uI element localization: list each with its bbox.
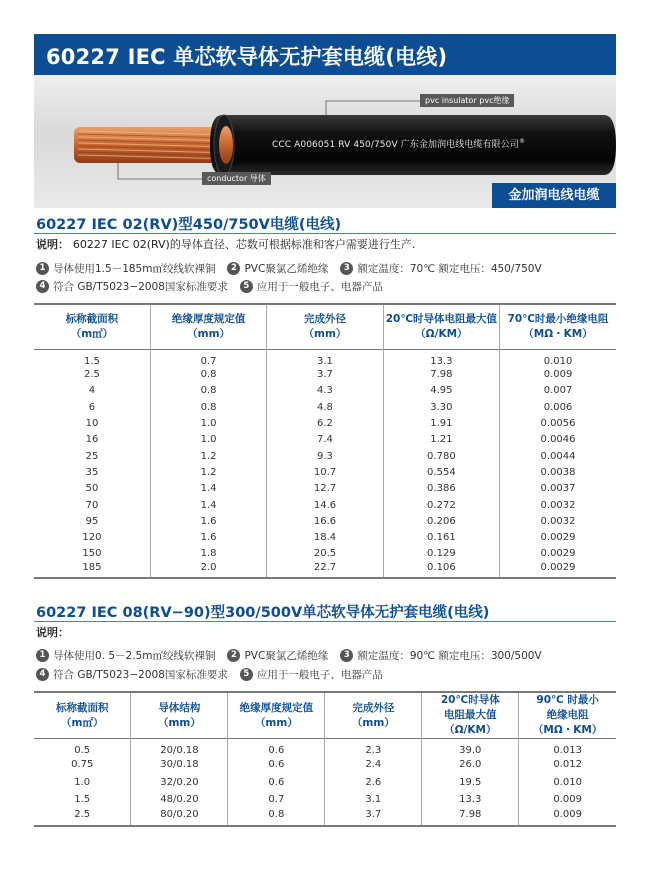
section2-feature-2: PVC聚氯乙烯绝缘 <box>244 650 329 662</box>
section1-features-row1 <box>36 261 554 276</box>
table-cell: 0.0032 <box>540 499 576 511</box>
section1-divider <box>34 233 616 234</box>
table-row <box>34 513 616 529</box>
table-cell: 6 <box>34 399 150 415</box>
header-cell: 标称截面积 （m㎡） <box>34 692 131 739</box>
table-cell: 4.8 <box>267 399 383 415</box>
number-badge-3: 3 <box>340 649 353 662</box>
header-cell: 标称截面积 （m㎡） <box>34 304 150 349</box>
table-cell: 10 <box>34 415 150 431</box>
table-cell: 0.0029 <box>540 532 576 544</box>
header-cell: 完成外径 （mm） <box>325 692 422 739</box>
section1-feature-1: 导体使用1.5－185m㎡绞线软裸铜 <box>53 263 216 275</box>
number-badge-5: 5 <box>240 280 253 293</box>
table-cell: 0.0046 <box>540 434 576 446</box>
table-row <box>34 546 616 562</box>
section1-feature-2: PVC聚氯乙烯绝缘 <box>244 263 329 275</box>
table-cell: 0.129 <box>383 546 499 562</box>
table-cell: 0.010 <box>543 355 573 367</box>
table-cell: 0.009 <box>553 809 582 821</box>
table-cell: 1.4 <box>150 497 266 513</box>
section1-spec-table <box>34 303 616 579</box>
table-cell: 0.009 <box>543 369 573 381</box>
table-cell: 18.4 <box>267 529 383 545</box>
table-cell: 0.6 <box>228 756 325 774</box>
table-cell: 0.012 <box>553 759 582 771</box>
section1-feature-3: 额定温度：70℃ 额定电压：450/750V <box>357 263 542 275</box>
insulator-label: pvc insulator pvc绝缘 <box>420 94 514 107</box>
table-cell: 6.2 <box>267 415 383 431</box>
table-cell: 0.0056 <box>540 418 576 430</box>
registered-mark: ® <box>518 138 526 145</box>
table-cell: 3.1 <box>325 791 422 809</box>
section1-feature-5: 应用于一般电子、电器产品 <box>256 281 383 293</box>
number-badge-2: 2 <box>227 262 240 275</box>
cable-print-main: CCC A006051 RV 450/750V 广东金加润电线电缆有限公司 <box>272 140 519 150</box>
table-row <box>34 399 616 415</box>
table-cell: 3.1 <box>267 349 383 367</box>
table-cell: 4.95 <box>383 383 499 399</box>
table-cell: 20/0.18 <box>131 739 228 757</box>
table-cell: 0.7 <box>150 349 266 367</box>
table-cell: 26.0 <box>422 756 519 774</box>
section1-feature-4: 符合 GB/T5023−2008国家标准要求 <box>53 281 228 293</box>
header-cell: 90℃ 时最小 绝缘电阻 （MΩ・KM） <box>532 694 603 736</box>
number-badge-2: 2 <box>227 649 240 662</box>
table-cell: 0.0029 <box>540 562 576 574</box>
table-cell: 0.0032 <box>540 515 576 527</box>
conductor-label: conductor 导体 <box>202 172 271 185</box>
section1-features-row2 <box>36 279 395 294</box>
table-cell: 14.6 <box>267 497 383 513</box>
section1-table-body <box>34 349 616 578</box>
table-cell: 0.6 <box>228 774 325 792</box>
table-row <box>34 367 616 383</box>
section2-feature-5: 应用于一般电子、电器产品 <box>256 669 383 681</box>
table-row <box>34 415 616 431</box>
table-cell: 35 <box>34 464 150 480</box>
table-row <box>34 448 616 464</box>
table-cell: 19.5 <box>422 774 519 792</box>
table-cell: 2.5 <box>34 367 150 383</box>
table-cell: 1.0 <box>150 415 266 431</box>
cable-print-text <box>272 137 525 150</box>
number-badge-1: 1 <box>36 262 49 275</box>
table-row <box>34 529 616 545</box>
section2-title: 60227 IEC 08(RV−90)型300/500V单芯软导体无护套电缆(电线) <box>36 605 490 621</box>
table-row <box>34 739 616 757</box>
section1-title: 60227 IEC 02(RV)型450/750V电缆(电线) <box>36 217 342 233</box>
table-cell: 120 <box>34 529 150 545</box>
table-cell: 7.98 <box>422 809 519 827</box>
table-cell: 1.21 <box>383 432 499 448</box>
section2-divider <box>34 621 616 622</box>
table-cell: 3.7 <box>267 367 383 383</box>
table-cell: 3.30 <box>383 399 499 415</box>
table-cell: 0.6 <box>228 739 325 757</box>
table-cell: 1.0 <box>34 774 131 792</box>
table-cell: 150 <box>34 546 150 562</box>
table-row <box>34 383 616 399</box>
section2-spec-table <box>34 691 616 827</box>
table-cell: 50 <box>34 481 150 497</box>
table-cell: 48/0.20 <box>131 791 228 809</box>
table-cell: 9.3 <box>267 448 383 464</box>
title-banner <box>34 34 616 75</box>
table-row <box>34 349 616 367</box>
section2-feature-1: 导体使用0. 5－2.5m㎡绞线软裸铜 <box>53 650 216 662</box>
table-cell: 1.8 <box>150 546 266 562</box>
section2-feature-3: 额定温度：90℃ 额定电压：300/500V <box>357 650 542 662</box>
table-cell: 0.554 <box>383 464 499 480</box>
table-cell: 3.7 <box>325 809 422 827</box>
table-cell: 0.0038 <box>540 466 576 478</box>
table-cell: 1.2 <box>150 464 266 480</box>
table-cell: 30/0.18 <box>131 756 228 774</box>
table-cell: 0.8 <box>228 809 325 827</box>
table-cell: 1.2 <box>150 448 266 464</box>
section1-note-text: 60227 IEC 02(RV)的导体直径、芯数可根据标准和客户需要进行生产. <box>72 238 416 251</box>
table-cell: 13.3 <box>422 791 519 809</box>
section2-feature-4: 符合 GB/T5023−2008国家标准要求 <box>53 669 228 681</box>
table-cell: 185 <box>34 562 150 578</box>
table-cell: 0.206 <box>383 513 499 529</box>
table-cell: 0.0029 <box>540 548 576 560</box>
table-cell: 1.5 <box>34 349 150 367</box>
table-cell: 1.91 <box>383 415 499 431</box>
table-cell: 16.6 <box>267 513 383 529</box>
number-badge-1: 1 <box>36 649 49 662</box>
header-cell: 导体结构 （mm） <box>131 692 228 739</box>
header-cell: 完成外径 （mm） <box>267 304 383 349</box>
header-cell: 20℃时导体 电阻最大值 （Ω/KM） <box>422 692 519 739</box>
table-cell: 0.272 <box>383 497 499 513</box>
number-badge-5: 5 <box>240 668 253 681</box>
table-row <box>34 562 616 578</box>
table-cell: 1.4 <box>150 481 266 497</box>
header-cell: 绝缘厚度规定值 （mm） <box>228 692 325 739</box>
table-cell: 0.161 <box>383 529 499 545</box>
section1-note <box>36 236 415 252</box>
table-cell: 4 <box>34 383 150 399</box>
table-cell: 70 <box>34 497 150 513</box>
header-cell: 70℃时最小绝缘电阻 （MΩ・KM） <box>507 312 609 340</box>
table-row <box>34 774 616 792</box>
table-header-row <box>34 304 616 349</box>
table-cell: 2.5 <box>34 809 131 827</box>
table-cell: 1.6 <box>150 513 266 529</box>
table-cell: 0.75 <box>34 756 131 774</box>
page-title: 60227 IEC 单芯软导体无护套电缆(电线) <box>46 45 448 69</box>
table-cell: 95 <box>34 513 150 529</box>
table-cell: 0.780 <box>383 448 499 464</box>
table-cell: 0.5 <box>34 739 131 757</box>
table-cell: 0.8 <box>150 383 266 399</box>
table-row <box>34 809 616 827</box>
header-cell: 20℃时导体电阻最大值 （Ω/KM） <box>383 304 499 349</box>
table-cell: 12.7 <box>267 481 383 497</box>
table-cell: 1.6 <box>150 529 266 545</box>
table-row <box>34 756 616 774</box>
table-cell: 25 <box>34 448 150 464</box>
table-cell: 0.006 <box>543 401 573 413</box>
table-cell: 0.106 <box>383 562 499 578</box>
section2-note: 说明： <box>36 626 69 639</box>
table-cell: 22.7 <box>267 562 383 578</box>
section2-features-row1 <box>36 648 554 663</box>
table-cell: 1.5 <box>34 791 131 809</box>
table-cell: 0.013 <box>553 745 582 756</box>
table-cell: 0.386 <box>383 481 499 497</box>
header-cell: 绝缘厚度规定值 （mm） <box>150 304 266 349</box>
table-cell: 0.0037 <box>540 483 576 495</box>
table-header-row <box>34 692 616 739</box>
table-cell: 1.0 <box>150 432 266 448</box>
table-cell: 7.98 <box>383 367 499 383</box>
table-row <box>34 791 616 809</box>
table-cell: 10.7 <box>267 464 383 480</box>
table-row <box>34 432 616 448</box>
table-cell: 13.3 <box>383 349 499 367</box>
table-row <box>34 464 616 480</box>
table-cell: 20.5 <box>267 546 383 562</box>
section2-table-body <box>34 739 616 827</box>
table-cell: 0.8 <box>150 367 266 383</box>
table-cell: 2.3 <box>325 739 422 757</box>
table-row <box>34 497 616 513</box>
number-badge-4: 4 <box>36 280 49 293</box>
brand-tag: 金加润电线电缆 <box>492 183 616 208</box>
table-cell: 80/0.20 <box>131 809 228 827</box>
table-cell: 4.3 <box>267 383 383 399</box>
table-row <box>34 481 616 497</box>
table-cell: 0.009 <box>553 794 582 806</box>
table-cell: 32/0.20 <box>131 774 228 792</box>
table-cell: 0.7 <box>228 791 325 809</box>
section2-features-row2 <box>36 667 395 682</box>
table-cell: 2.4 <box>325 756 422 774</box>
table-cell: 2.6 <box>325 774 422 792</box>
table-cell: 39.0 <box>422 739 519 757</box>
number-badge-3: 3 <box>340 262 353 275</box>
table-cell: 16 <box>34 432 150 448</box>
number-badge-4: 4 <box>36 668 49 681</box>
table-cell: 0.0044 <box>540 450 576 462</box>
cable-illustration <box>34 75 616 208</box>
table-cell: 0.010 <box>553 776 582 788</box>
section1-note-prefix: 说明： <box>36 238 69 251</box>
table-cell: 7.4 <box>267 432 383 448</box>
table-cell: 0.8 <box>150 399 266 415</box>
table-cell: 0.007 <box>543 385 573 397</box>
table-cell: 2.0 <box>150 562 266 578</box>
